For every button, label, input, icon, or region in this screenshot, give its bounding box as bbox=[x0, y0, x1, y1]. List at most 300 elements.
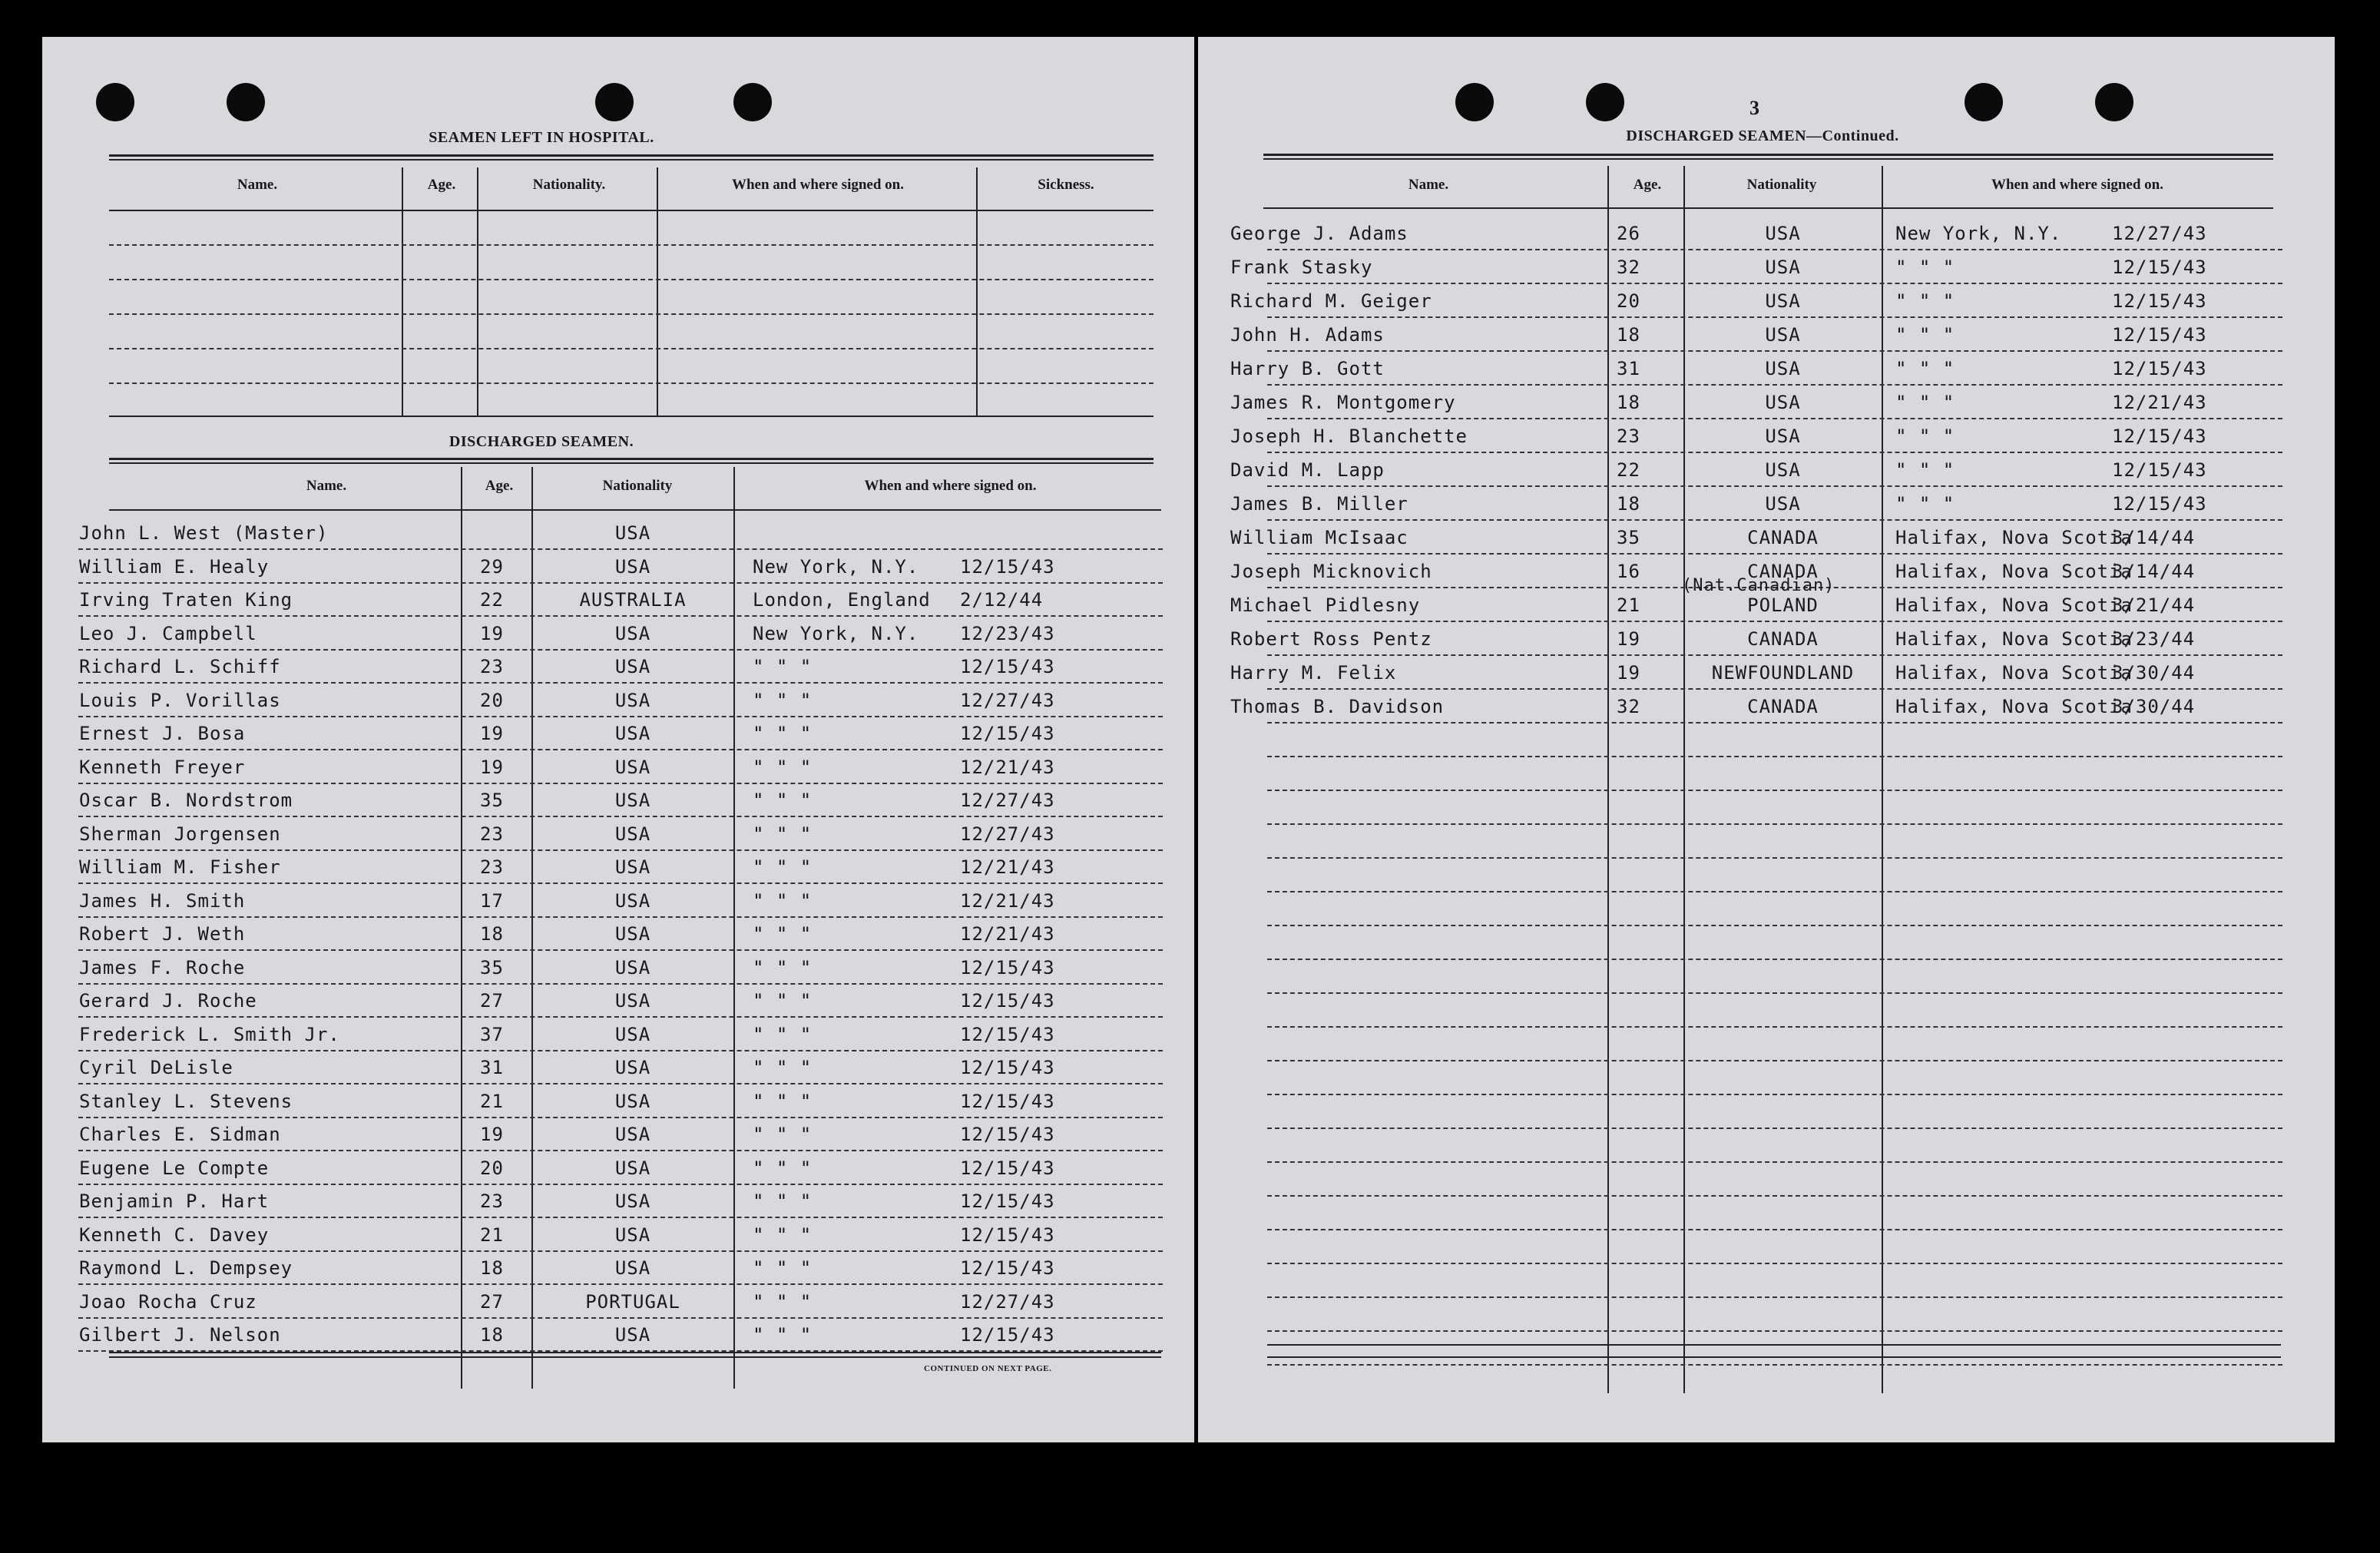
seaman-age: 26 bbox=[1617, 223, 1640, 244]
rule bbox=[109, 458, 1154, 464]
row-rule bbox=[1267, 1195, 2282, 1197]
col-header-age: Age. bbox=[485, 478, 514, 494]
seaman-age: 16 bbox=[1617, 561, 1640, 582]
seaman-age: 22 bbox=[1617, 459, 1640, 481]
seaman-nationality: USA bbox=[614, 1257, 651, 1279]
row-rule bbox=[78, 1083, 1163, 1084]
signed-on-place: " " " bbox=[753, 990, 813, 1012]
signed-on-date: 12/15/43 bbox=[960, 1157, 1055, 1179]
right-page bbox=[1198, 37, 2335, 1442]
row-rule bbox=[78, 649, 1163, 651]
row-rule bbox=[78, 849, 1163, 851]
row-rule bbox=[1267, 384, 2282, 386]
signed-on-place: " " " bbox=[753, 756, 813, 778]
seaman-age: 35 bbox=[480, 956, 504, 978]
signed-on-place: Halifax, Nova Scotia bbox=[1895, 527, 2133, 548]
signed-on-place: " " " bbox=[753, 1257, 813, 1279]
seaman-name: Richard M. Geiger bbox=[1230, 290, 1432, 312]
seaman-age: 23 bbox=[480, 656, 504, 677]
row-rule bbox=[78, 882, 1163, 884]
seaman-nationality: USA bbox=[1765, 290, 1801, 312]
signed-on-date: 12/15/43 bbox=[960, 1224, 1055, 1246]
row-rule bbox=[1267, 891, 2282, 892]
signed-on-date: 3/14/44 bbox=[2112, 561, 2196, 582]
seaman-nationality: USA bbox=[1765, 223, 1801, 244]
seaman-age: 18 bbox=[480, 1257, 504, 1279]
punch-hole bbox=[227, 83, 265, 121]
signed-on-date: 12/15/43 bbox=[960, 555, 1055, 578]
seaman-nationality: PORTUGAL bbox=[585, 1290, 680, 1313]
signed-on-place: Halifax, Nova Scotia bbox=[1895, 628, 2133, 650]
col-header-when-where: When and where signed on. bbox=[731, 177, 904, 193]
signed-on-date: 12/15/43 bbox=[960, 1057, 1055, 1078]
signed-on-place: " " " bbox=[753, 956, 813, 978]
row-rule bbox=[1267, 959, 2282, 960]
row-rule bbox=[78, 1150, 1163, 1151]
seaman-name: Oscar B. Nordstrom bbox=[79, 790, 293, 811]
row-rule bbox=[1267, 519, 2282, 521]
rule bbox=[109, 509, 1161, 511]
signed-on-date: 12/15/43 bbox=[960, 1090, 1055, 1112]
seaman-age: 19 bbox=[1617, 662, 1640, 684]
seaman-nationality: USA bbox=[614, 1090, 651, 1112]
seaman-nationality: CANADA bbox=[1747, 561, 1819, 582]
row-rule bbox=[78, 682, 1163, 684]
left-page bbox=[42, 37, 1194, 1442]
seaman-age: 35 bbox=[480, 790, 504, 811]
seaman-name: Benjamin P. Hart bbox=[79, 1190, 270, 1212]
col-header-nationality: Nationality. bbox=[532, 177, 606, 193]
seaman-nationality: USA bbox=[614, 923, 651, 945]
col-header-age: Age. bbox=[427, 177, 456, 193]
blank-line bbox=[109, 279, 1154, 280]
seaman-name: Stanley L. Stevens bbox=[79, 1090, 293, 1112]
seaman-age: 21 bbox=[480, 1224, 504, 1246]
col-header-nationality: Nationality bbox=[1746, 177, 1817, 193]
signed-on-date: 12/15/43 bbox=[960, 723, 1055, 744]
seaman-nationality: CANADA bbox=[1747, 696, 1819, 717]
signed-on-date: 12/21/43 bbox=[960, 889, 1055, 912]
seaman-name: Charles E. Sidman bbox=[79, 1124, 281, 1145]
signed-on-place: " " " bbox=[753, 1124, 813, 1145]
row-rule bbox=[1267, 756, 2282, 757]
seaman-age: 23 bbox=[1617, 426, 1640, 447]
signed-on-place: " " " bbox=[1895, 493, 1955, 515]
signed-on-date: 12/15/43 bbox=[2112, 290, 2207, 312]
seaman-name: William M. Fisher bbox=[79, 856, 281, 878]
signed-on-date: 2/12/44 bbox=[960, 589, 1044, 611]
row-rule bbox=[78, 1283, 1163, 1285]
seaman-name: Louis P. Vorillas bbox=[79, 689, 281, 711]
seaman-nationality: USA bbox=[614, 1324, 651, 1346]
col-header-when-where: When and where signed on. bbox=[864, 478, 1037, 494]
seaman-nationality: CANADA bbox=[1747, 628, 1819, 650]
punch-hole bbox=[1586, 83, 1624, 121]
seaman-name: Frederick L. Smith Jr. bbox=[79, 1023, 340, 1045]
seaman-age: 32 bbox=[1617, 257, 1640, 278]
signed-on-place: " " " bbox=[753, 1224, 813, 1246]
seaman-age: 29 bbox=[480, 555, 504, 578]
seaman-name: Ernest J. Bosa bbox=[79, 723, 246, 744]
seaman-nationality: USA bbox=[614, 656, 651, 677]
signed-on-date: 12/15/43 bbox=[2112, 493, 2207, 515]
col-divider bbox=[477, 167, 478, 417]
rule bbox=[1267, 1344, 2281, 1346]
col-header-name: Name. bbox=[306, 478, 347, 494]
seaman-age: 19 bbox=[1617, 628, 1640, 650]
row-rule bbox=[1267, 283, 2282, 284]
seaman-nationality: USA bbox=[614, 1124, 651, 1145]
row-rule bbox=[1267, 688, 2282, 690]
seaman-name: Richard L. Schiff bbox=[79, 656, 281, 677]
row-rule bbox=[1267, 485, 2282, 487]
seaman-nationality: USA bbox=[1765, 392, 1801, 413]
seaman-nationality: USA bbox=[614, 1057, 651, 1078]
punch-hole bbox=[1965, 83, 2003, 121]
signed-on-place: " " " bbox=[1895, 392, 1955, 413]
signed-on-date: 12/15/43 bbox=[2112, 324, 2207, 346]
col-header-age: Age. bbox=[1633, 177, 1662, 193]
row-rule bbox=[1267, 553, 2282, 555]
seaman-name: John L. West (Master) bbox=[79, 522, 329, 544]
row-rule bbox=[78, 983, 1163, 985]
row-rule bbox=[78, 949, 1163, 951]
signed-on-date: 12/21/43 bbox=[960, 756, 1055, 778]
signed-on-date: 12/15/43 bbox=[2112, 358, 2207, 379]
row-rule bbox=[78, 783, 1163, 784]
seaman-nationality: USA bbox=[614, 522, 651, 544]
signed-on-date: 12/21/43 bbox=[960, 923, 1055, 945]
row-rule bbox=[78, 1317, 1163, 1319]
seaman-age: 17 bbox=[480, 889, 504, 912]
seaman-name: Kenneth C. Davey bbox=[79, 1224, 270, 1246]
signed-on-place: Halifax, Nova Scotia bbox=[1895, 662, 2133, 684]
signed-on-place: " " " bbox=[753, 689, 813, 711]
col-header-when-where: When and where signed on. bbox=[1991, 177, 2163, 193]
seaman-nationality: USA bbox=[614, 790, 651, 811]
seaman-age: 21 bbox=[480, 1090, 504, 1112]
signed-on-date: 3/23/44 bbox=[2112, 628, 2196, 650]
seaman-age: 19 bbox=[480, 1124, 504, 1145]
blank-line bbox=[109, 382, 1154, 384]
seaman-name: Cyril DeLisle bbox=[79, 1057, 233, 1078]
seaman-name: Sherman Jorgensen bbox=[79, 823, 281, 845]
col-header-sickness: Sickness. bbox=[1038, 177, 1094, 193]
seaman-nationality: USA bbox=[614, 689, 651, 711]
row-rule bbox=[1267, 1060, 2282, 1061]
row-rule bbox=[78, 582, 1163, 584]
seaman-name: Joseph Micknovich bbox=[1230, 561, 1432, 582]
seaman-nationality: USA bbox=[1765, 358, 1801, 379]
row-rule bbox=[1267, 1296, 2282, 1298]
seaman-age: 21 bbox=[1617, 594, 1640, 616]
signed-on-place: " " " bbox=[1895, 324, 1955, 346]
signed-on-place: " " " bbox=[753, 1190, 813, 1212]
seaman-age: 27 bbox=[480, 990, 504, 1012]
signed-on-date: 12/27/43 bbox=[960, 1290, 1055, 1313]
signed-on-place: " " " bbox=[753, 1023, 813, 1045]
col-header-nationality: Nationality bbox=[602, 478, 673, 494]
signed-on-date: 12/15/43 bbox=[2112, 257, 2207, 278]
seaman-age: 19 bbox=[480, 756, 504, 778]
signed-on-date: 12/15/43 bbox=[960, 990, 1055, 1012]
seaman-age: 32 bbox=[1617, 696, 1640, 717]
seaman-name: William McIsaac bbox=[1230, 527, 1408, 548]
seaman-age: 18 bbox=[480, 1324, 504, 1346]
seaman-age: 20 bbox=[480, 689, 504, 711]
col-header-name: Name. bbox=[237, 177, 278, 193]
rule bbox=[109, 154, 1154, 161]
seaman-nationality: NEWFOUNDLAND bbox=[1711, 662, 1855, 684]
col-divider bbox=[976, 167, 978, 417]
row-rule bbox=[78, 548, 1163, 550]
signed-on-place: Halifax, Nova Scotia bbox=[1895, 594, 2133, 616]
signed-on-date: 12/21/43 bbox=[2112, 392, 2207, 413]
seaman-name: James H. Smith bbox=[79, 889, 246, 912]
signed-on-date: 12/27/43 bbox=[2112, 223, 2207, 244]
rule bbox=[109, 1356, 1161, 1358]
seaman-age: 20 bbox=[1617, 290, 1640, 312]
seaman-name: Frank Stasky bbox=[1230, 257, 1373, 278]
seaman-name: Joao Rocha Cruz bbox=[79, 1290, 257, 1313]
seaman-name: James B. Miller bbox=[1230, 493, 1408, 515]
punch-hole bbox=[96, 83, 134, 121]
seaman-name: Joseph H. Blanchette bbox=[1230, 426, 1468, 447]
row-rule bbox=[78, 1184, 1163, 1185]
blank-line bbox=[109, 244, 1154, 246]
seaman-age: 18 bbox=[1617, 493, 1640, 515]
punch-hole bbox=[1455, 83, 1494, 121]
row-rule bbox=[1267, 857, 2282, 859]
signed-on-date: 12/15/43 bbox=[960, 1023, 1055, 1045]
signed-on-date: 3/30/44 bbox=[2112, 662, 2196, 684]
seaman-name: Kenneth Freyer bbox=[79, 756, 246, 778]
col-header-name: Name. bbox=[1408, 177, 1449, 193]
seaman-nationality: USA bbox=[1765, 426, 1801, 447]
col-divider bbox=[402, 167, 403, 417]
signed-on-place: " " " bbox=[753, 1057, 813, 1078]
signed-on-place: " " " bbox=[1895, 459, 1955, 481]
seaman-nationality: CANADA bbox=[1747, 527, 1819, 548]
rule bbox=[1263, 154, 2273, 160]
signed-on-place: " " " bbox=[1895, 257, 1955, 278]
signed-on-place: " " " bbox=[753, 1324, 813, 1346]
seaman-name: Irving Traten King bbox=[79, 589, 293, 611]
row-rule bbox=[1267, 1161, 2282, 1163]
signed-on-date: 3/30/44 bbox=[2112, 696, 2196, 717]
row-rule bbox=[78, 716, 1163, 717]
signed-on-place: " " " bbox=[1895, 426, 1955, 447]
seaman-nationality: USA bbox=[614, 555, 651, 578]
signed-on-date: 12/23/43 bbox=[960, 622, 1055, 644]
signed-on-place: " " " bbox=[753, 889, 813, 912]
row-rule bbox=[1267, 1330, 2282, 1332]
seaman-age: 18 bbox=[480, 923, 504, 945]
row-rule bbox=[1267, 1094, 2282, 1095]
signed-on-place: Halifax, Nova Scotia bbox=[1895, 696, 2133, 717]
signed-on-place: " " " bbox=[753, 723, 813, 744]
seaman-nationality: USA bbox=[614, 856, 651, 878]
seaman-age: 27 bbox=[480, 1290, 504, 1313]
row-rule bbox=[78, 615, 1163, 617]
row-rule bbox=[78, 1016, 1163, 1018]
row-rule bbox=[1267, 621, 2282, 622]
signed-on-date: 12/15/43 bbox=[960, 1257, 1055, 1279]
signed-on-date: 3/21/44 bbox=[2112, 594, 2196, 616]
col-divider bbox=[657, 167, 658, 417]
row-rule bbox=[1267, 654, 2282, 656]
seaman-age: 23 bbox=[480, 823, 504, 845]
rule bbox=[1263, 207, 2273, 209]
signed-on-place: New York, N.Y. bbox=[753, 555, 919, 578]
row-rule bbox=[1267, 1263, 2282, 1264]
seaman-nationality: AUSTRALIA bbox=[579, 589, 687, 611]
row-rule bbox=[78, 1250, 1163, 1252]
row-rule bbox=[78, 1050, 1163, 1051]
signed-on-date: 12/15/43 bbox=[2112, 459, 2207, 481]
seaman-age: 23 bbox=[480, 856, 504, 878]
rule bbox=[109, 210, 1154, 211]
seaman-age: 18 bbox=[1617, 324, 1640, 346]
seaman-age: 35 bbox=[1617, 527, 1640, 548]
seaman-name: David M. Lapp bbox=[1230, 459, 1385, 481]
signed-on-place: " " " bbox=[753, 823, 813, 845]
seaman-age: 20 bbox=[480, 1157, 504, 1179]
seaman-age: 31 bbox=[1617, 358, 1640, 379]
seaman-nationality: USA bbox=[614, 956, 651, 978]
seaman-name: Raymond L. Dempsey bbox=[79, 1257, 293, 1279]
signed-on-date: 12/27/43 bbox=[960, 823, 1055, 845]
row-rule bbox=[1267, 1127, 2282, 1129]
seaman-name: Robert J. Weth bbox=[79, 923, 246, 945]
seaman-age: 19 bbox=[480, 622, 504, 644]
seaman-name: Gerard J. Roche bbox=[79, 990, 257, 1012]
row-rule bbox=[1267, 790, 2282, 791]
signed-on-place: Halifax, Nova Scotia bbox=[1895, 561, 2133, 582]
row-rule bbox=[1267, 418, 2282, 419]
seaman-name: Michael Pidlesny bbox=[1230, 594, 1421, 616]
page-number: 3 bbox=[1749, 97, 1759, 119]
signed-on-date: 12/15/43 bbox=[960, 1190, 1055, 1212]
seaman-nationality: USA bbox=[614, 723, 651, 744]
rule bbox=[109, 1352, 1161, 1353]
rule bbox=[109, 416, 1154, 417]
seaman-nationality: USA bbox=[614, 1190, 651, 1212]
blank-line bbox=[109, 313, 1154, 315]
row-rule bbox=[1267, 823, 2282, 825]
signed-on-date: 12/15/43 bbox=[960, 956, 1055, 978]
signed-on-place: " " " bbox=[753, 1157, 813, 1179]
row-rule bbox=[1267, 925, 2282, 926]
signed-on-date: 12/15/43 bbox=[960, 1324, 1055, 1346]
continued-note: CONTINUED ON NEXT PAGE. bbox=[924, 1364, 1052, 1373]
signed-on-place: New York, N.Y. bbox=[753, 622, 919, 644]
signed-on-date: 12/21/43 bbox=[960, 856, 1055, 878]
seaman-nationality: USA bbox=[1765, 493, 1801, 515]
row-rule bbox=[78, 749, 1163, 750]
row-rule bbox=[1267, 452, 2282, 453]
rule bbox=[1267, 1356, 2281, 1358]
row-rule bbox=[1267, 1229, 2282, 1230]
signed-on-date: 3/14/44 bbox=[2112, 527, 2196, 548]
signed-on-place: " " " bbox=[753, 1090, 813, 1112]
seaman-age: 23 bbox=[480, 1190, 504, 1212]
seaman-age: 18 bbox=[1617, 392, 1640, 413]
seaman-name: Robert Ross Pentz bbox=[1230, 628, 1432, 650]
punch-hole bbox=[595, 83, 634, 121]
seaman-nationality: USA bbox=[1765, 257, 1801, 278]
seaman-nationality: USA bbox=[614, 889, 651, 912]
seaman-nationality: USA bbox=[614, 990, 651, 1012]
row-rule bbox=[1267, 1026, 2282, 1028]
seaman-name: George J. Adams bbox=[1230, 223, 1408, 244]
signed-on-date: 12/27/43 bbox=[960, 790, 1055, 811]
signed-on-date: 12/27/43 bbox=[960, 689, 1055, 711]
row-rule bbox=[1267, 249, 2282, 250]
seaman-name: Harry M. Felix bbox=[1230, 662, 1397, 684]
seaman-nationality: USA bbox=[614, 756, 651, 778]
row-rule bbox=[1267, 722, 2282, 724]
row-rule bbox=[1267, 992, 2282, 994]
blank-line bbox=[109, 348, 1154, 349]
seaman-nationality: USA bbox=[614, 1224, 651, 1246]
seaman-name: Gilbert J. Nelson bbox=[79, 1324, 281, 1346]
seaman-name: Thomas B. Davidson bbox=[1230, 696, 1445, 717]
signed-on-place: London, England bbox=[753, 589, 931, 611]
row-rule bbox=[78, 816, 1163, 817]
seaman-name: John H. Adams bbox=[1230, 324, 1385, 346]
signed-on-place: " " " bbox=[1895, 290, 1955, 312]
hospital-title: SEAMEN LEFT IN HOSPITAL. bbox=[429, 129, 654, 146]
seaman-name: Harry B. Gott bbox=[1230, 358, 1385, 379]
signed-on-place: " " " bbox=[753, 1290, 813, 1313]
seaman-name: William E. Healy bbox=[79, 555, 270, 578]
signed-on-place: New York, N.Y. bbox=[1895, 223, 2062, 244]
row-rule bbox=[1267, 1364, 2282, 1366]
seaman-nationality: USA bbox=[614, 1157, 651, 1179]
punch-hole bbox=[2095, 83, 2133, 121]
row-rule bbox=[78, 916, 1163, 918]
row-rule bbox=[78, 1117, 1163, 1118]
discharged-title: DISCHARGED SEAMEN. bbox=[449, 433, 634, 450]
seaman-nationality: USA bbox=[614, 622, 651, 644]
signed-on-place: " " " bbox=[753, 656, 813, 677]
seaman-name: Eugene Le Compte bbox=[79, 1157, 270, 1179]
signed-on-place: " " " bbox=[1895, 358, 1955, 379]
nationality-note: (Nat.Canadian) bbox=[1682, 576, 1835, 595]
seaman-age: 19 bbox=[480, 723, 504, 744]
row-rule bbox=[1267, 350, 2282, 352]
signed-on-date: 12/15/43 bbox=[960, 1124, 1055, 1145]
signed-on-place: " " " bbox=[753, 923, 813, 945]
seaman-name: James R. Montgomery bbox=[1230, 392, 1456, 413]
row-rule bbox=[78, 1217, 1163, 1218]
seaman-age: 22 bbox=[480, 589, 504, 611]
punch-hole bbox=[733, 83, 772, 121]
signed-on-date: 12/15/43 bbox=[2112, 426, 2207, 447]
seaman-name: James F. Roche bbox=[79, 956, 246, 978]
signed-on-place: " " " bbox=[753, 856, 813, 878]
seaman-name: Leo J. Campbell bbox=[79, 622, 257, 644]
signed-on-date: 12/15/43 bbox=[960, 656, 1055, 677]
seaman-nationality: POLAND bbox=[1747, 594, 1819, 616]
seaman-nationality: USA bbox=[614, 1023, 651, 1045]
seaman-age: 37 bbox=[480, 1023, 504, 1045]
seaman-nationality: USA bbox=[1765, 324, 1801, 346]
seaman-age: 31 bbox=[480, 1057, 504, 1078]
seaman-nationality: USA bbox=[1765, 459, 1801, 481]
discharged-continued-title: DISCHARGED SEAMEN—Continued. bbox=[1626, 127, 1899, 144]
